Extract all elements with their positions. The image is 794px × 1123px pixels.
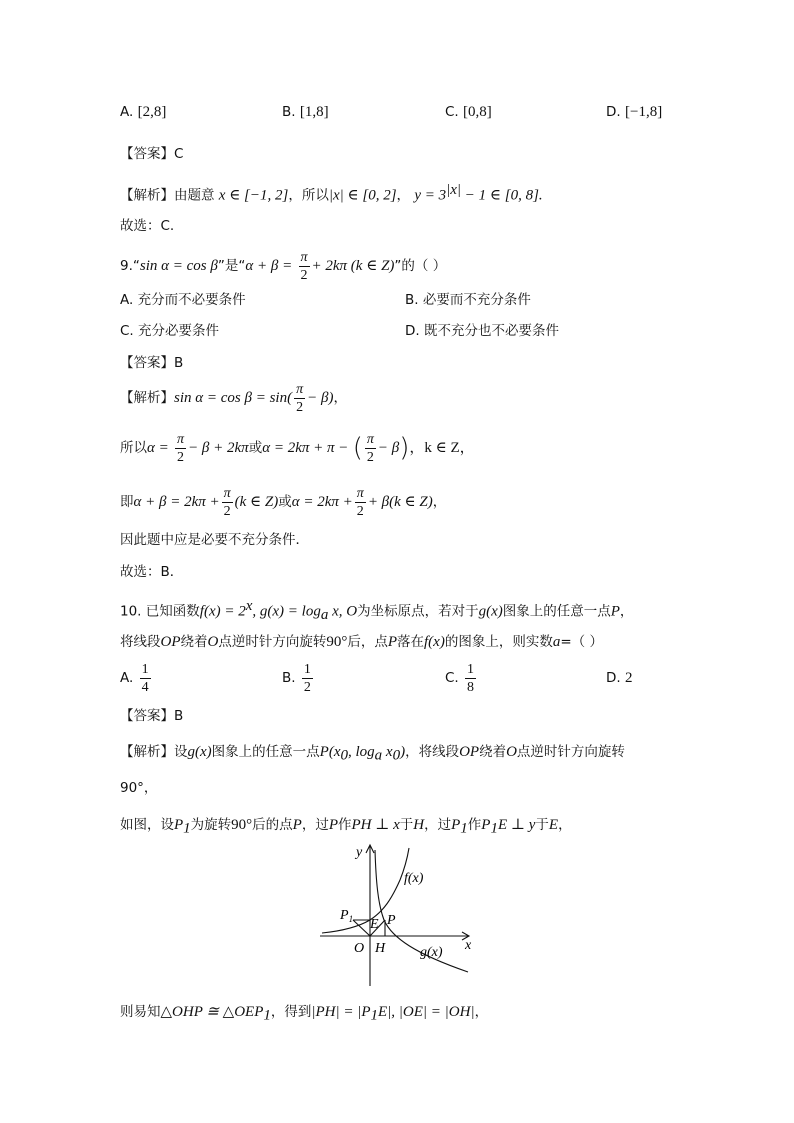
text: 如图，设	[120, 817, 174, 833]
numerator: π	[223, 485, 231, 501]
analysis-label: 【解析】	[120, 744, 174, 760]
numerator: π	[296, 381, 304, 397]
text: ，过	[424, 817, 452, 833]
fraction	[355, 485, 366, 520]
fraction	[302, 661, 313, 696]
text: 即	[120, 494, 134, 510]
analysis-text: ，所以	[288, 187, 329, 204]
math: + β(k ∈ Z)	[367, 494, 433, 510]
fraction	[175, 431, 186, 466]
rotation-figure	[318, 842, 480, 988]
numerator: 1	[141, 661, 149, 677]
text: 所以	[120, 440, 147, 456]
text: 绕着	[479, 744, 507, 760]
stem-text: ”的（ ）	[394, 258, 447, 274]
math: E	[548, 817, 559, 833]
stem-text: 已知函数	[145, 603, 200, 620]
text: 或	[248, 440, 263, 456]
option-letter: D.	[405, 323, 420, 339]
text: 作	[467, 817, 482, 833]
q8-option-a	[120, 102, 166, 122]
math: |PH| = |P	[311, 1004, 371, 1020]
question-number: 10.	[120, 603, 142, 620]
option-text: 充分必要条件	[138, 323, 220, 339]
q10-analysis-line1	[120, 742, 625, 766]
math-exponent: x	[245, 598, 253, 614]
option-letter: B.	[282, 670, 296, 686]
math-subscript: 1	[263, 1007, 271, 1024]
q8-option-d	[606, 102, 662, 122]
math: O	[506, 744, 517, 760]
q10-stem-line2	[120, 632, 603, 652]
fraction	[465, 661, 476, 696]
text: 为旋转	[190, 817, 232, 833]
fig-label-p1	[339, 908, 353, 924]
math: P	[292, 817, 302, 833]
fig-label-gx: g(x)	[420, 945, 443, 960]
option-letter: B.	[405, 292, 419, 308]
option-text: 既不充分也不必要条件	[423, 323, 559, 339]
option-text: 充分而不必要条件	[137, 292, 246, 308]
option-letter: A.	[120, 292, 134, 308]
q9-analysis-line4: 因此题中应是必要不充分条件．	[120, 532, 309, 548]
option-letter: D.	[606, 670, 621, 686]
option-letter: A.	[120, 670, 134, 686]
math: x	[382, 744, 393, 760]
q9-answer: 【答案】B	[120, 355, 184, 371]
q9-analysis-line2	[120, 430, 475, 466]
q9-analysis-line1	[120, 380, 347, 416]
q9-option-d	[405, 321, 559, 341]
stem-text: 落在	[397, 634, 425, 650]
analysis-label: 【解析】	[120, 187, 174, 204]
fig-label-y: y	[356, 845, 363, 860]
math: PH ⊥ x	[351, 817, 400, 833]
text: 于	[399, 817, 414, 833]
fig-label-p: P	[387, 913, 396, 928]
text: ，	[333, 390, 347, 406]
math: △OHP ≅ △OEP	[160, 1004, 264, 1020]
text: ，	[432, 494, 447, 510]
analysis-label: 【解析】	[120, 390, 174, 406]
stem-text: 后，点	[347, 634, 388, 650]
math: x ∈ [−1, 2]	[218, 187, 289, 204]
numerator: π	[366, 431, 374, 447]
math: f(x) = 2	[199, 603, 246, 620]
fraction	[222, 485, 233, 520]
fig-label-p1-sub: 1	[348, 914, 354, 924]
denominator: 2	[300, 267, 308, 283]
math: |x| ∈ [0, 2]	[328, 187, 397, 204]
denominator: 2	[356, 503, 364, 519]
stem-text: 点逆时针方向旋转	[218, 634, 327, 650]
q10-analysis-line2	[120, 815, 572, 839]
math: H	[413, 817, 425, 833]
q8-answer: 【答案】C	[120, 146, 184, 162]
math: g(x)	[187, 744, 212, 760]
denominator: 2	[303, 679, 311, 695]
fig-label-fx: f(x)	[404, 871, 424, 886]
fraction	[365, 431, 376, 466]
math: P	[174, 817, 184, 833]
option-value: [1,8]	[299, 104, 329, 120]
text: 于	[535, 817, 549, 833]
q9-analysis-line3	[120, 484, 446, 520]
math-subscript: 0	[340, 747, 348, 764]
option-value: 2	[624, 670, 633, 686]
right-paren: )	[399, 433, 410, 463]
option-value: [0,8]	[463, 104, 492, 120]
math: − β	[377, 440, 400, 456]
text: 作	[338, 817, 352, 833]
math: x, O	[328, 603, 358, 620]
numerator: 1	[303, 661, 311, 677]
option-value: [−1,8]	[624, 104, 663, 120]
math: OP	[160, 634, 181, 650]
math-subscript: 1	[460, 820, 468, 837]
math-exponent: |x|	[446, 182, 462, 198]
q9-conclusion: 故选：B．	[120, 564, 184, 580]
fraction	[294, 381, 305, 416]
stem-text: 将线段	[120, 634, 161, 650]
option-text: 必要而不充分条件	[422, 292, 531, 308]
math: P	[451, 817, 461, 833]
q9-option-a	[120, 290, 246, 310]
math: P	[328, 817, 339, 833]
stem-text: 的图象上，则实数	[444, 634, 553, 650]
q10-option-a	[120, 660, 153, 696]
q10-analysis-line3	[120, 1002, 488, 1026]
text: ，过	[301, 817, 329, 833]
math: )	[400, 744, 406, 760]
math: α + β =	[245, 258, 293, 274]
numerator: 1	[467, 661, 475, 677]
math-subscript: 1	[490, 820, 498, 837]
analysis-text: 由题意	[174, 187, 215, 204]
q10-stem-line1	[120, 596, 633, 625]
option-letter: C.	[120, 323, 134, 339]
math-subscript: a	[374, 747, 383, 764]
math: g(x)	[478, 603, 503, 620]
segment-op1	[353, 920, 370, 936]
math: 90°	[326, 634, 348, 650]
stem-text: 为坐标原点，若对于	[357, 603, 479, 620]
numerator: π	[177, 431, 185, 447]
fig-label-h: H	[375, 941, 386, 956]
math: , g(x) = log	[252, 603, 321, 620]
stem-text: 绕着	[180, 634, 208, 650]
math: y = 3	[414, 187, 447, 204]
stem-text: =（ ）	[560, 634, 603, 650]
stem-text: ，	[619, 603, 634, 620]
math: f(x)	[424, 634, 445, 650]
math-subscript: a	[320, 607, 329, 624]
math: α = 2kπ + π −	[262, 440, 349, 456]
math: ，k ∈ Z，	[409, 440, 475, 456]
math: sin α = cos β = sin(	[174, 390, 293, 406]
math: E|, |OE| = |OH|	[378, 1004, 475, 1020]
q10-answer: 【答案】B	[120, 708, 184, 724]
left-paren: (	[352, 433, 363, 463]
math-subscript: 1	[183, 820, 191, 837]
math-subscript: 0	[392, 747, 401, 764]
math: , log	[347, 744, 375, 760]
question-number: 9.	[120, 258, 133, 274]
denominator: 8	[467, 679, 475, 695]
denominator: 2	[223, 503, 231, 519]
fig-label-e: E	[370, 917, 379, 932]
denominator: 2	[177, 449, 185, 465]
text: ，	[558, 817, 572, 833]
fig-label-x: x	[465, 938, 472, 953]
math: E ⊥ y	[497, 817, 536, 833]
q8-option-b	[282, 102, 329, 122]
q10-analysis-line1b: 90°，	[120, 780, 158, 796]
text: 点逆时针方向旋转	[516, 744, 625, 760]
option-letter: C.	[445, 670, 459, 686]
q8-analysis: 【解析】由题意 x ∈ [−1, 2]，所以|x| ∈ [0, 2]， $y = 3^{|x|} - 1$ ∈ [0, 8].	[120, 182, 543, 204]
math: P	[387, 634, 398, 650]
option-letter: D.	[606, 104, 621, 120]
math: α =	[147, 440, 169, 456]
stem-text: 图象上的任意一点	[502, 603, 611, 620]
denominator: 4	[141, 679, 149, 695]
stem-text: ”是“	[217, 258, 246, 274]
option-value: [2,8]	[137, 104, 167, 120]
math-subscript: 1	[370, 1007, 379, 1024]
option-letter: C.	[445, 104, 459, 120]
numerator: π	[356, 485, 364, 501]
math: + 2kπ (k ∈ Z)	[311, 258, 395, 274]
math: a	[552, 634, 561, 650]
math: α = 2kπ +	[291, 494, 353, 510]
stem-text: “	[132, 258, 140, 274]
q9-option-c	[120, 321, 219, 341]
text: ，将线段	[405, 744, 460, 760]
text: 设	[174, 744, 188, 760]
math: 90°	[231, 817, 253, 833]
q10-option-b	[282, 660, 315, 696]
math: P	[481, 817, 491, 833]
option-letter: B.	[282, 104, 296, 120]
math: − β + 2kπ	[188, 440, 249, 456]
text: 后的点	[252, 817, 293, 833]
text: 或	[278, 494, 292, 510]
math: α + β = 2kπ +	[133, 494, 220, 510]
math: P	[610, 603, 620, 620]
numerator: π	[300, 249, 308, 265]
q10-option-c	[445, 660, 478, 696]
text: ，得到	[270, 1004, 312, 1020]
denominator: 2	[296, 399, 304, 415]
math: − β)	[307, 390, 334, 406]
fig-label-p1-main: P	[340, 908, 349, 923]
math: (k ∈ Z)	[234, 494, 279, 510]
q9-option-b	[405, 290, 531, 310]
fraction	[140, 661, 151, 696]
text: 图象上的任意一点	[211, 744, 320, 760]
math: OP	[459, 744, 480, 760]
fraction	[299, 249, 310, 284]
math: O	[207, 634, 219, 650]
denominator: 2	[366, 449, 374, 465]
math: P(x	[319, 744, 341, 760]
q8-conclusion: 故选：C.	[120, 218, 175, 234]
fig-label-o: O	[354, 941, 365, 956]
text: 则易知	[120, 1004, 161, 1020]
option-letter: A.	[120, 104, 134, 120]
q9-stem	[120, 248, 446, 284]
q10-option-d	[606, 668, 632, 688]
text: ，	[474, 1004, 489, 1020]
math: − 1 ∈ [0, 8].	[461, 187, 543, 204]
q8-option-c	[445, 102, 492, 122]
math: sin α = cos β	[139, 258, 218, 274]
